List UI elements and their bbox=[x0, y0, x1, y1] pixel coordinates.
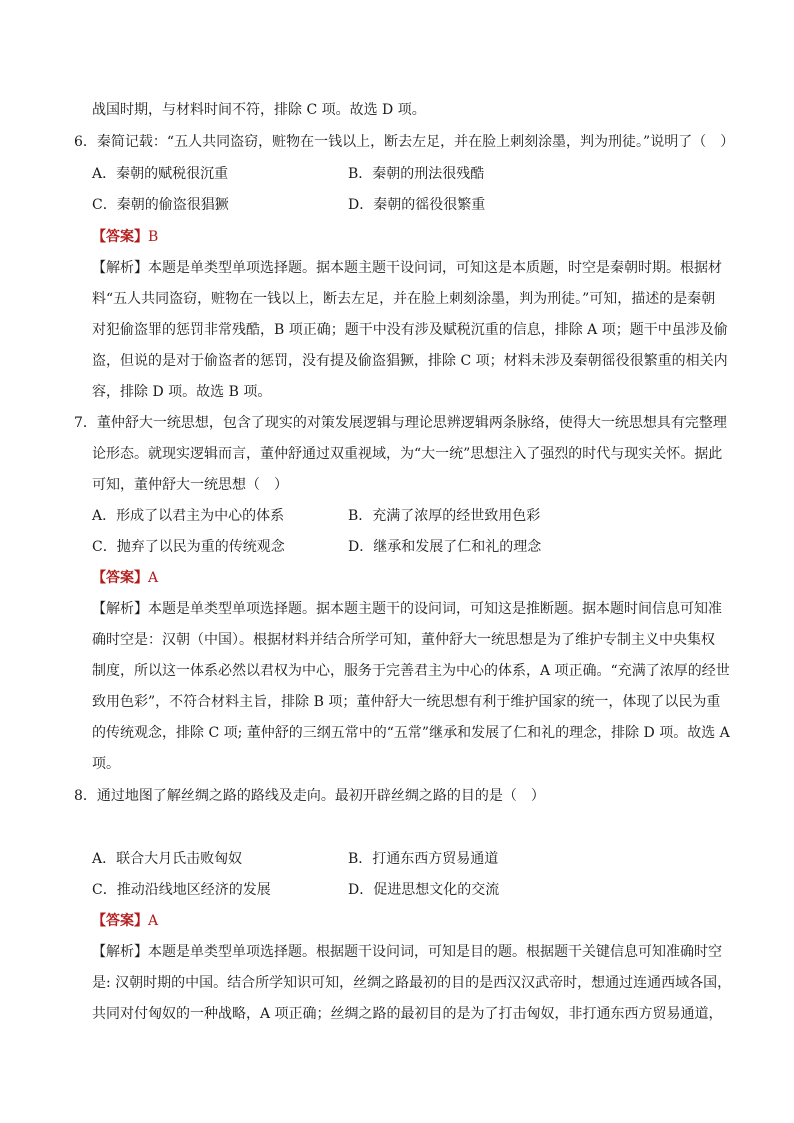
answer-label: 【答案】 bbox=[92, 229, 148, 245]
q6-explanation-line-2: 料“五人共同盗窃，赃物在一钱以上，断去左足，并在脸上刺刻涂墨，判为刑徒。”可知，描述的是秦朝 bbox=[92, 291, 716, 307]
q7-explanation-line-2: 确时空是：汉朝（中国）。根据材料并结合所学可知，董仲舒大一统思想是为了维护专制主义中央集权 bbox=[92, 632, 715, 648]
q6-option-b: B．秦朝的刑法很残酷 bbox=[348, 166, 485, 182]
q6-explanation-line-1: 【解析】本题是单类型单项选择题。据本题主题干设问词，可知这是本质题，时空是秦朝时期。根据材 bbox=[92, 260, 722, 276]
answer-value: A bbox=[148, 913, 159, 929]
q8-explanation-line-2: 是: 汉朝时期的中国。结合所学知识可知，丝绸之路最初的目的是西汉汉武帝时，想通过连通西域各国， bbox=[92, 975, 732, 991]
q7-option-b: B．充满了浓厚的经世致用色彩 bbox=[348, 508, 541, 524]
answer-label: 【答案】 bbox=[92, 570, 148, 586]
q8-option-c: C．推动沿线地区经济的发展 bbox=[92, 882, 271, 898]
q8-option-b: B．打通东西方贸易通道 bbox=[348, 851, 499, 867]
q8-explanation-line-1: 【解析】本题是单类型单项选择题。根据题干设问词，可知是目的题。根据题干关键信息可知准确时空 bbox=[92, 944, 722, 960]
q7-explanation-line-5: 的传统观念，排除 C 项; 董仲舒的三纲五常中的“五常”继承和发展了仁和礼的理念，排除 D 项。故选 A bbox=[92, 725, 730, 741]
q6-explanation-line-5: 容，排除 D 项。故选 B 项。 bbox=[92, 384, 272, 400]
q6-option-d: D．秦朝的徭役很繁重 bbox=[348, 197, 486, 213]
q6-option-a: A．秦朝的赋税很沉重 bbox=[92, 166, 229, 182]
q8-option-a: A．联合大月氏击败匈奴 bbox=[92, 851, 243, 867]
q6-option-c: C．秦朝的偷盗很猖獗 bbox=[92, 197, 229, 213]
q6-answer bbox=[92, 227, 158, 247]
question-7-stem-line-2: 论形态。就现实逻辑而言，董仲舒通过双重视域，为“大一统”思想注入了强烈的时代与现实关怀。据此 bbox=[92, 446, 723, 462]
q6-explanation-line-4: 盗，但说的是对于偷盗者的惩罚，没有提及偷盗猖獗，排除 C 项；材料未涉及秦朝徭役很繁重的相关内 bbox=[92, 353, 728, 369]
q7-explanation-line-6: 项。 bbox=[92, 756, 120, 772]
answer-label: 【答案】 bbox=[92, 913, 148, 929]
q7-option-a: A．形成了以君主为中心的体系 bbox=[92, 508, 285, 524]
continuation-line: 战国时期，与材料时间不符，排除 C 项。故选 D 项。 bbox=[92, 102, 426, 118]
q7-option-c: C．抛弃了以民为重的传统观念 bbox=[92, 539, 285, 555]
q8-answer bbox=[92, 911, 158, 931]
q7-explanation-line-3: 制度，所以这一体系必然以君权为中心，服务于完善君主为中心的体系，A 项正确。“充满了浓厚的经世 bbox=[92, 663, 730, 679]
answer-value: B bbox=[148, 229, 159, 245]
answer-value: A bbox=[148, 570, 159, 586]
q7-explanation-line-4: 致用色彩”，不符合材料主旨，排除 B 项；董仲舒大一统思想有利于维护国家的统一，体现了以民为重 bbox=[92, 694, 721, 710]
q6-explanation-line-3: 对犯偷盗罪的惩罚非常残酷，B 项正确；题干中没有涉及赋税沉重的信息，排除 A 项；题干中虽涉及偷 bbox=[92, 322, 728, 338]
q7-explanation-line-1: 【解析】本题是单类型单项选择题。据本题主题干的设问词，可知这是推断题。据本题时间信息可知准 bbox=[92, 601, 722, 617]
question-7-stem-line-1: 7．董仲舒大一统思想，包含了现实的对策发展逻辑与理论思辨逻辑两条脉络，使得大一统思想具有完整理 bbox=[74, 415, 727, 431]
question-6-stem: 6．秦简记载：“五人共同盗窃，赃物在一钱以上，断去左足，并在脸上刺刻涂墨，判为刑徒。”说明了（ ） bbox=[74, 134, 735, 150]
q7-answer bbox=[92, 568, 158, 588]
question-8-stem: 8．通过地图了解丝绸之路的路线及走向。最初开辟丝绸之路的目的是（ ） bbox=[74, 788, 545, 804]
question-7-stem-line-3: 可知，董仲舒大一统思想（ ） bbox=[92, 477, 288, 493]
q8-option-d: D．促进思想文化的交流 bbox=[348, 882, 500, 898]
q7-option-d: D．继承和发展了仁和礼的理念 bbox=[348, 539, 542, 555]
q8-explanation-line-3: 共同对付匈奴的一种战略，A 项正确；丝绸之路的最初目的是为了打击匈奴，非打通东西方贸易通道， bbox=[92, 1006, 723, 1022]
